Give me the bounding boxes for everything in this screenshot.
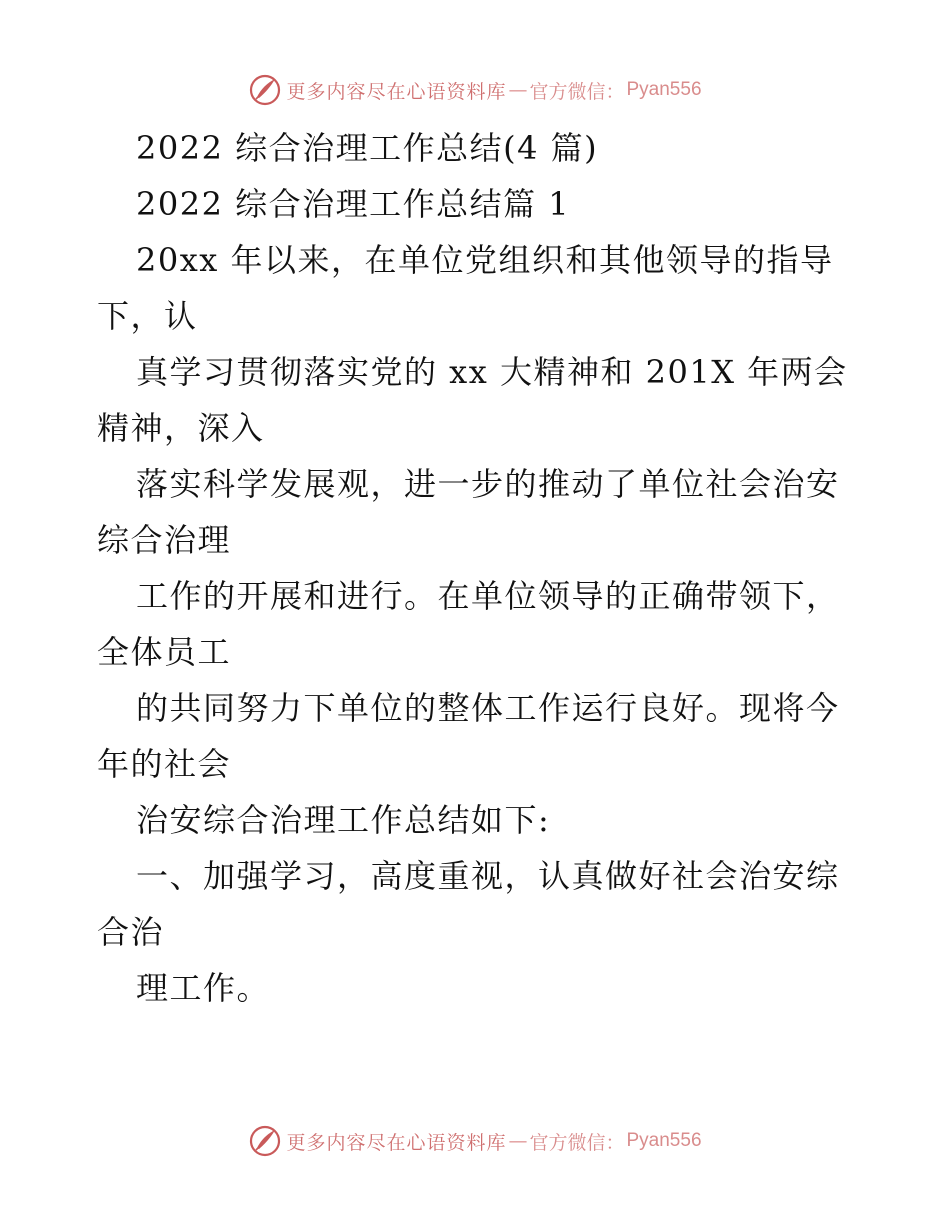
watermark-main-text: 更多内容尽在心语资料库 [286, 80, 507, 103]
section-heading-line: 合治 [97, 913, 165, 951]
header-watermark [0, 70, 950, 110]
paragraph-line: 下，认 [97, 297, 198, 335]
paragraph-line: 综合治理 [97, 521, 232, 559]
watermark-sub-text: 官方微信： [529, 1131, 625, 1154]
paragraph-line: 20xx 年以来，在单位党组织和其他领导的指导 [136, 241, 834, 279]
watermark-main-text: 更多内容尽在心语资料库 [286, 1131, 507, 1154]
watermark-separator: — [508, 79, 528, 101]
paragraph-line: 精神，深入 [97, 409, 265, 447]
section-heading-line: 一、加强学习，高度重视，认真做好社会治安综 [136, 857, 840, 895]
paragraph-line: 治安综合治理工作总结如下: [136, 801, 551, 839]
paragraph-line: 年的社会 [97, 745, 232, 783]
paragraph-line: 工作的开展和进行。在单位领导的正确带领下， [136, 577, 840, 615]
footer-watermark [0, 1121, 950, 1161]
watermark-id: Pyan556 [626, 79, 702, 100]
document-body [97, 120, 857, 1016]
quill-seal-icon [248, 1124, 282, 1158]
paragraph-line: 的共同努力下单位的整体工作运行良好。现将今 [136, 689, 840, 727]
paragraph-line: 落实科学发展观，进一步的推动了单位社会治安 [136, 465, 840, 503]
watermark-sub-text: 官方微信： [529, 80, 625, 103]
paragraph-line: 真学习贯彻落实党的 xx 大精神和 201X 年两会 [136, 353, 848, 391]
paragraph-line: 全体员工 [97, 633, 232, 671]
watermark-separator: — [508, 1130, 528, 1152]
quill-seal-icon [248, 73, 282, 107]
watermark-id: Pyan556 [626, 1130, 702, 1151]
doc-subtitle: 2022 综合治理工作总结篇 1 [136, 185, 571, 223]
section-heading-line: 理工作。 [136, 969, 271, 1007]
doc-title: 2022 综合治理工作总结(4 篇) [136, 129, 599, 167]
